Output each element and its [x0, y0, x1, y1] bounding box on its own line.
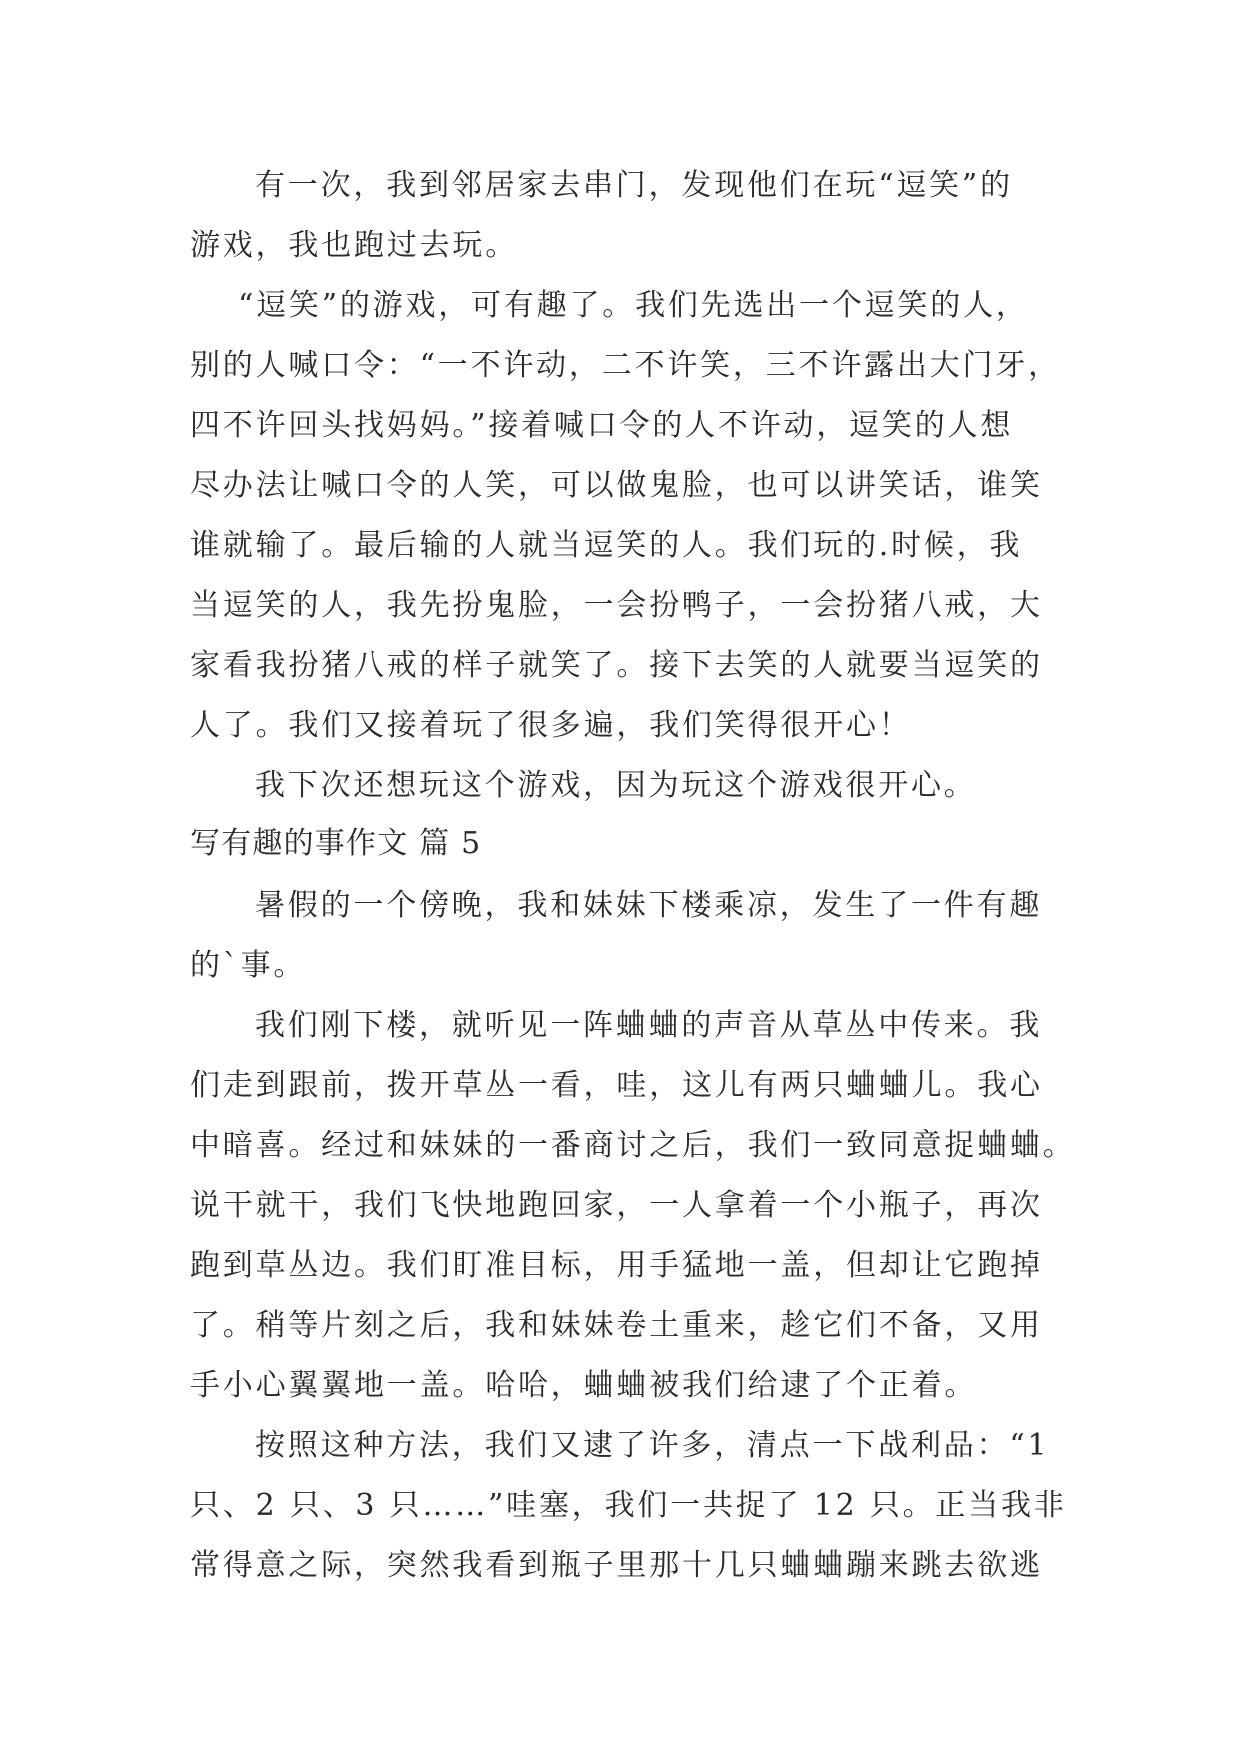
paragraph-line: 游戏，我也跑过去玩。	[190, 228, 518, 263]
paragraph-line: 说干就干，我们飞快地跑回家，一人拿着一个小瓶子，再次	[190, 1188, 1043, 1223]
paragraph-line: 我们刚下楼，就听见一阵蛐蛐的声音从草丛中传来。我	[255, 1008, 1043, 1043]
paragraph-line: 人了。我们又接着玩了很多遍，我们笑得很开心！	[190, 708, 912, 743]
paragraph-line: 中暗喜。经过和妹妹的一番商讨之后，我们一致同意捉蛐蛐。	[190, 1128, 1076, 1163]
section-heading: 写有趣的事作文 篇 5	[190, 826, 482, 861]
paragraph-line: 有一次，我到邻居家去串门，发现他们在玩“逗笑”的	[255, 168, 1013, 203]
paragraph-line: 们走到跟前，拨开草丛一看，哇，这儿有两只蛐蛐儿。我心	[190, 1068, 1043, 1103]
paragraph-line: 的`事。	[190, 948, 307, 983]
paragraph-line: 了。稍等片刻之后，我和妹妹卷土重来，趁它们不备，又用	[190, 1308, 1043, 1343]
paragraph-line: 我下次还想玩这个游戏，因为玩这个游戏很开心。	[255, 768, 977, 803]
paragraph-line: “逗笑”的游戏，可有趣了。我们先选出一个逗笑的人，	[238, 288, 1029, 323]
paragraph-line: 手小心翼翼地一盖。哈哈，蛐蛐被我们给逮了个正着。	[190, 1368, 978, 1403]
paragraph-line: 家看我扮猪八戒的样子就笑了。接下去笑的人就要当逗笑的	[190, 648, 1043, 683]
paragraph-line: 谁就输了。最后输的人就当逗笑的人。我们玩的.时候，我	[190, 528, 1023, 563]
paragraph-line: 当逗笑的人，我先扮鬼脸，一会扮鸭子，一会扮猪八戒，大	[190, 588, 1043, 623]
paragraph-line: 暑假的一个傍晚，我和妹妹下楼乘凉，发生了一件有趣	[255, 888, 1043, 923]
paragraph-line: 跑到草丛边。我们盯准目标，用手猛地一盖，但却让它跑掉	[190, 1248, 1043, 1283]
paragraph-line: 别的人喊口令：“一不许动，二不许笑，三不许露出大门牙，	[190, 348, 1061, 383]
paragraph-line: 按照这种方法，我们又逮了许多，清点一下战利品：“1	[255, 1428, 1050, 1463]
paragraph-line: 尽办法让喊口令的人笑，可以做鬼脸，也可以讲笑话，谁笑	[190, 468, 1043, 503]
paragraph-line: 常得意之际，突然我看到瓶子里那十几只蛐蛐蹦来跳去欲逃	[190, 1548, 1043, 1583]
paragraph-line: 只、2 只、3 只……”哇塞，我们一共捉了 12 只。正当我非	[190, 1488, 1067, 1523]
paragraph-line: 四不许回头找妈妈。”接着喊口令的人不许动，逗笑的人想	[190, 408, 1014, 443]
